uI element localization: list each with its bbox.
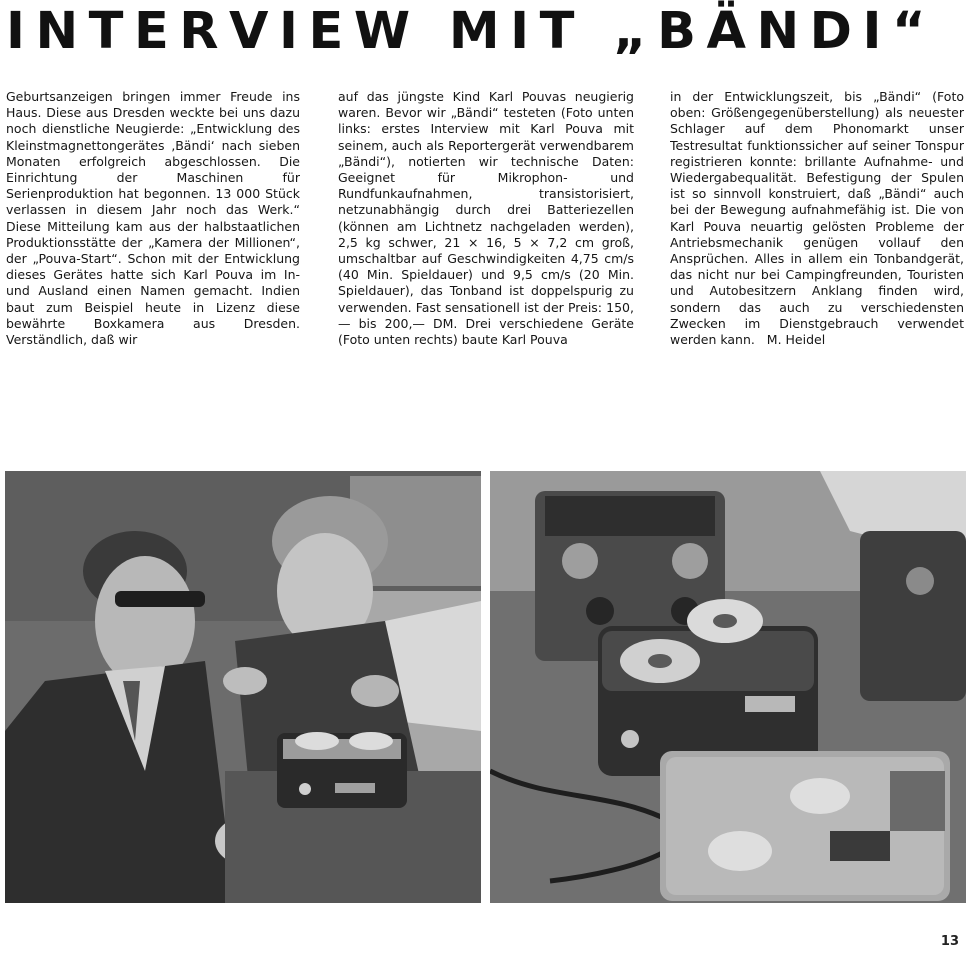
author-signature: M. Heidel bbox=[766, 332, 826, 348]
column-3-text: in der Entwicklungszeit, bis „Bändi“ (Foto oben: Größengegenüberstellung) als neuester Schlager auf dem Phonomarkt unser Testresultat funktionssicher auf seiner Tonspur registrieren konnte: brillante Aufnahme- und Wiedergabequalität. Befestigung der Spulen ist so sinnvoll konstruiert, daß „Bändi“ auch bei der Bewegung aufnahmefähig ist. Die von Karl Pouva neuartig gelösten Probleme der Antriebsmechanik genügen vollauf den Ansprüchen. Alles in allem ein Tonbandgerät, das nicht nur bei Campingfreunden, Touristen und Autobesitzern Anklang finden wird, sondern das auch zu verschiedensten Zwecken im Dienstgebrauch verwendet werden kann. bbox=[670, 89, 964, 348]
article-column-2 bbox=[338, 89, 634, 449]
article-column-3 bbox=[670, 89, 964, 449]
photo-interview bbox=[5, 471, 481, 903]
article-column-1 bbox=[6, 89, 300, 449]
headline: INTERVIEW MIT „BÄNDI“ bbox=[6, 2, 936, 61]
photo-interview-illustration bbox=[5, 471, 481, 903]
column-2-text: auf das jüngste Kind Karl Pouvas neugierig waren. Bevor wir „Bändi“ testeten (Foto unten links: erstes Interview mit Karl Pouva mit seinem, auch als Reportergerät verwendbarem „Bändi“), notierten wir technische Daten: Geeignet für Mikrophon- und Rundfunkaufnahmen, transistorisiert, netzunabhängig durch drei Batteriezellen (können am Lichtnetz nachgeladen werden), 2,5 kg schwer, 21 × 16, 5 × 7,2 cm groß, umschaltbar auf Geschwindigkeiten 4,75 cm/s (40 Min. Spieldauer) und 9,5 cm/s (20 Min. Spieldauer), das Tonband ist doppelspurig zu verwenden. Fast sensationell ist der Preis: 150,— bis 200,— DM. Drei verschiedene Geräte (Foto unten rechts) baute Karl Pouva bbox=[338, 89, 634, 348]
column-1-text: Geburtsanzeigen bringen immer Freude ins Haus. Diese aus Dresden weckte bei uns dazu noch dienstliche Neugierde: „Entwicklung des Kleinstmagnettongerätes ‚Bändi‘ nach sieben Monaten erfolgreich abgeschlossen. Die Einrichtung der Maschinen für Serienproduktion hat begonnen. 13 000 Stück verlassen in diesem Jahr noch das Werk.“ Diese Mitteilung kam aus der halbstaatlichen Produktionsstätte der „Kamera der Millionen“, der „Pouva-Start“. Schon mit der Entwicklung dieses Gerätes hatte sich Karl Pouva im In- und Ausland einen Namen gemacht. Indien baut zum Beispiel heute in Lizenz diese bewährte Boxkamera aus Dresden. Verständlich, daß wir bbox=[6, 89, 300, 348]
photo-tape-recorders bbox=[490, 471, 966, 903]
photo-tape-recorders-illustration bbox=[490, 471, 966, 903]
page-number: 13 bbox=[940, 934, 959, 949]
